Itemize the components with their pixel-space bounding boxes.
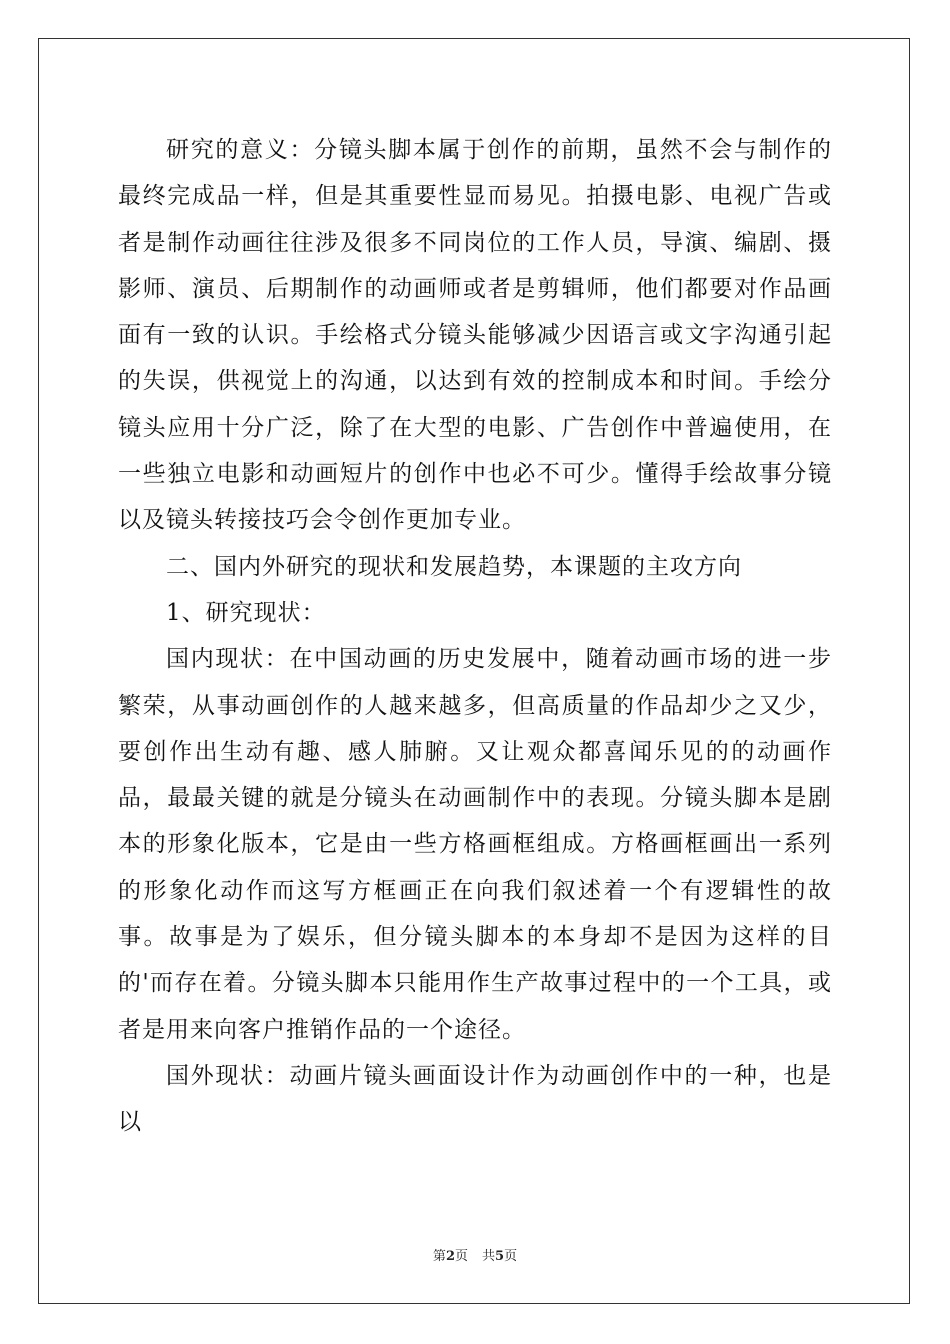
footer-current-page: 2	[445, 1249, 455, 1264]
paragraph-foreign-status: 国外现状：动画片镜头画面设计作为动画创作中的一种，也是以	[118, 1062, 832, 1136]
paragraph-significance: 研究的意义：分镜头脚本属于创作的前期，虽然不会与制作的最终完成品一样，但是其重要性显而易见。拍摄电影、电视广告或者是制作动画往往涉及很多不同岗位的工作人员，导演、编剧、摄影师、演员、后期制作的动画师或者是剪辑师，他们都要对作品画面有一致的认识。手绘格式分镜头能够减少因语言或文字沟通引起的失误，供视觉上的沟通，以达到有效的控制成本和时间。手绘分镜头应用十分广泛，除了在大型的电影、广告创作中普遍使用，在一些独立电影和动画短片的创作中也必不可少。懂得手绘故事分镜以及镜头转接技巧会令创作更加专业。	[118, 137, 832, 534]
paragraph-domestic-status: 国内现状：在中国动画的历史发展中，随着动画市场的进一步繁荣，从事动画创作的人越来越多，但高质量的作品却少之又少，要创作出生动有趣、感人肺腑。又让观众都喜闻乐见的的动画作品，最最关键的就是分镜头在动画制作中的表现。分镜头脚本是剧本的形象化版本，它是由一些方格画框组成。方格画框画出一系列的形象化动作而这写方框画正在向我们叙述着一个有逻辑性的故事。故事是为了娱乐，但分镜头脚本的本身却不是因为这样的目的'而存在着。分镜头脚本只能用作生产故事过程中的一个工具，或者是用来向客户推销作品的一个途径。	[118, 646, 832, 1043]
footer-total-pages: 5	[495, 1249, 505, 1264]
section-heading-status-trends: 二、国内外研究的现状和发展趋势，本课题的主攻方向	[166, 553, 742, 580]
footer-page-suffix: 页	[454, 1249, 468, 1264]
page-footer	[0, 1248, 950, 1266]
footer-total-suffix: 页	[504, 1249, 518, 1264]
document-body	[118, 127, 832, 1146]
footer-total-prefix: 共	[482, 1249, 496, 1264]
subsection-heading-research-status: 1、研究现状：	[166, 599, 326, 626]
footer-prefix: 第	[432, 1249, 446, 1264]
